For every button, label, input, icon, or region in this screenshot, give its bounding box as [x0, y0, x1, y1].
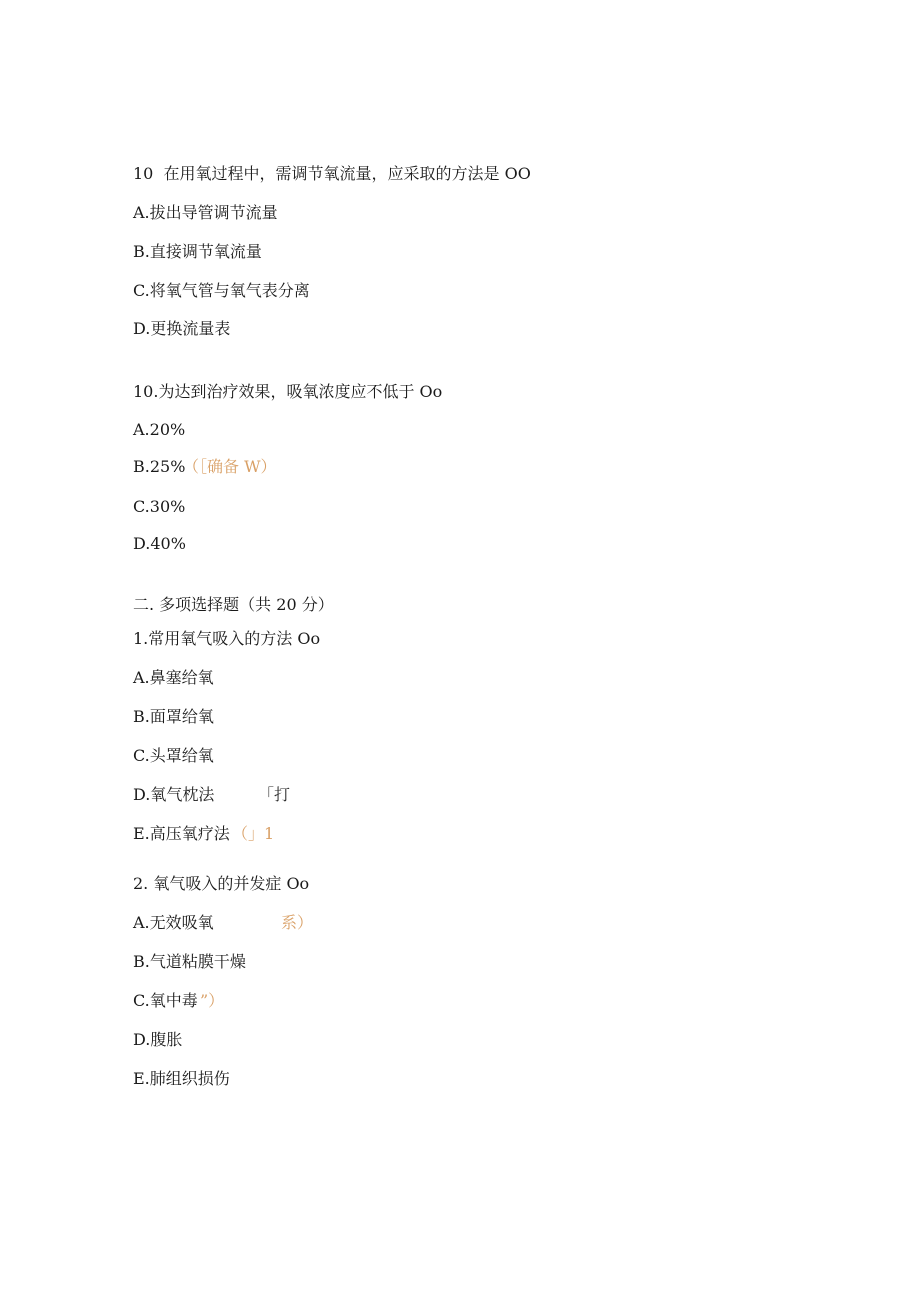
option-d-note: 「打 — [258, 785, 291, 804]
option-b: B.直接调节氧流量 — [133, 242, 262, 261]
option-b: B.面罩给氧 — [133, 707, 214, 726]
option-c: C.30% — [133, 497, 186, 516]
option-c: C.将氧气管与氧气表分离 — [133, 281, 310, 300]
option-b: B.气道粘膜干燥 — [133, 952, 246, 971]
option-c: C.头罩给氧 — [133, 746, 214, 765]
option-d: D.更换流量表 — [133, 319, 231, 338]
question-stem: 1.常用氧气吸入的方法 Oo — [133, 629, 321, 648]
question-stem: 10.为达到治疗效果，吸氧浓度应不低于 Oo — [133, 382, 443, 401]
option-e: E.高压氧疗法 — [133, 824, 230, 843]
option-a-note: 系） — [281, 913, 314, 932]
option-d: D.氧气枕法 — [133, 785, 215, 804]
option-c-note: ”） — [200, 991, 225, 1010]
answer-note: （［确备 W） — [183, 457, 277, 476]
option-e: E.肺组织损伤 — [133, 1069, 230, 1088]
section-heading: 二. 多项选择题（共 20 分） — [133, 595, 334, 614]
option-d: D.腹胀 — [133, 1030, 183, 1049]
option-a: A.20% — [133, 420, 186, 439]
option-e-note: （」1 — [232, 824, 275, 843]
option-b: B.25% — [133, 457, 186, 476]
question-stem: 2. 氧气吸入的并发症 Oo — [133, 874, 310, 893]
option-c: C.氧中毒 — [133, 991, 198, 1010]
option-a: A.鼻塞给氧 — [133, 668, 214, 687]
option-a: A.拔出导管调节流量 — [133, 203, 278, 222]
question-stem: 10 在用氧过程中，需调节氧流量，应采取的方法是 OO — [133, 164, 531, 183]
option-a: A.无效吸氧 — [133, 913, 214, 932]
option-d: D.40% — [133, 534, 186, 553]
